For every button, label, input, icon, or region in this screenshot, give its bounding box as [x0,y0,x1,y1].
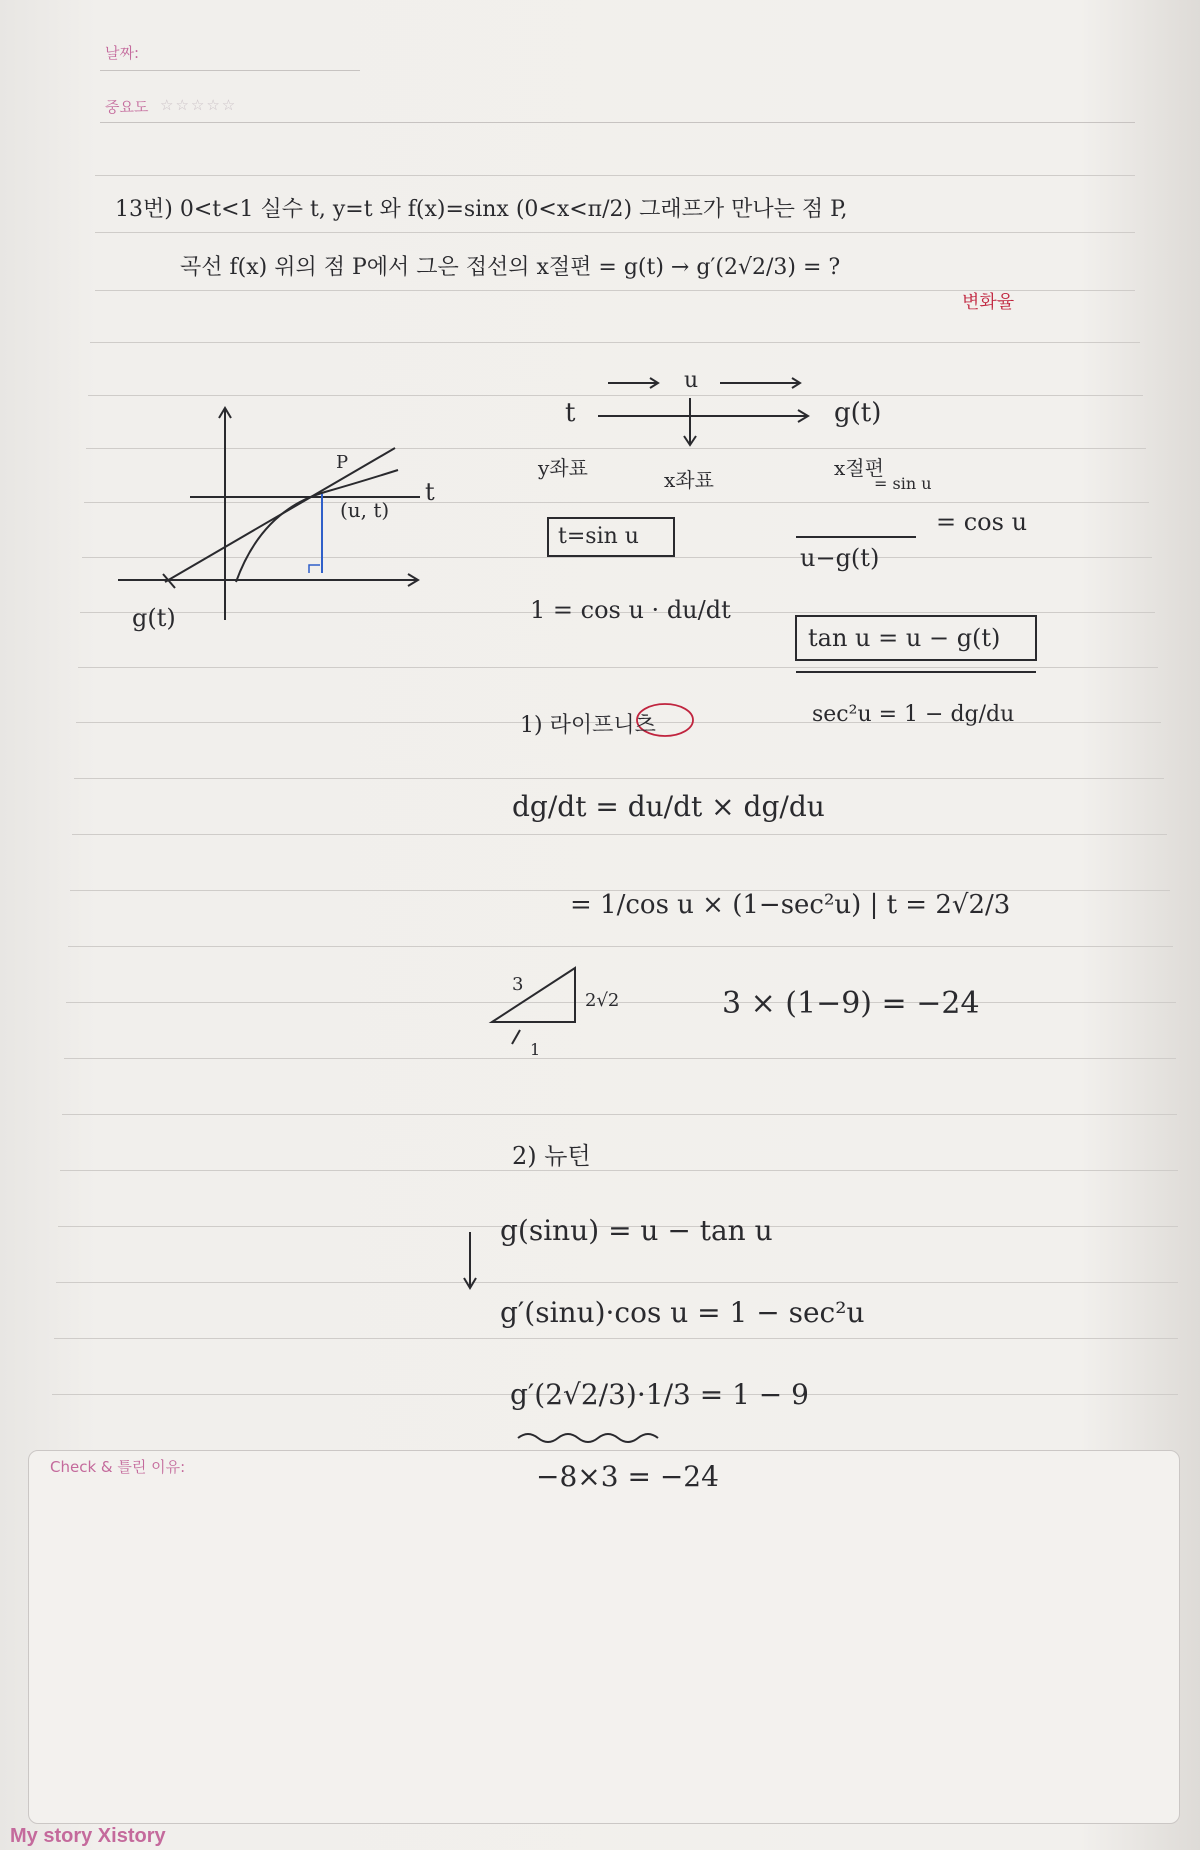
problem-line-2: 곡선 f(x) 위의 점 P에서 그은 접선의 x절편 = g(t) → g′(2√2/3) = ? [180,255,841,280]
leibniz-heading: 1) 라이프니츠 [520,713,656,738]
point-p-label: P [336,452,349,473]
leibniz-result: 3 × (1−9) = −24 [722,986,980,1021]
brand-logo: My story Xistory [10,1825,166,1847]
chain-t: t [565,398,576,428]
check-box [28,1450,1180,1824]
newton-line-1: g(sinu) = u − tan u [500,1214,773,1247]
fraction-bar [796,536,916,538]
importance-stars: ☆☆☆☆☆ [160,96,238,114]
x-intercept-label: x절편 [834,456,884,480]
chain-g: g(t) [834,398,882,428]
problem-line-1: 13번) 0<t<1 실수 t, y=t 와 f(x)=sinx (0<x<π/2) 그래프가 만나는 점 P, [115,197,848,222]
t-axis-label: t [425,478,435,506]
newton-line-2: g′(sinu)·cos u = 1 − sec²u [500,1296,865,1329]
substitution-line: = 1/cos u × (1−sec²u) | t = 2√2/3 [570,890,1011,920]
derivative-line: 1 = cos u · du/dt [530,596,731,624]
rate-annotation: 변화율 [962,292,1015,313]
g-of-t-label: g(t) [132,604,176,632]
triangle-hypotenuse: 3 [512,974,524,995]
triangle-opposite: 2√2 [585,990,620,1011]
newton-line-4: −8×3 = −24 [536,1460,719,1493]
eq-cosu: = cos u [936,508,1028,536]
coord-label: (u, t) [340,498,390,522]
squiggle-underline [518,1434,658,1442]
triangle-adjacent: 1 [530,1040,541,1059]
sec-line: sec²u = 1 − dg/du [812,702,1015,727]
triangle-sketch [492,968,575,1044]
chain-arrows [598,378,808,445]
importance-label: 중요도 [105,98,149,116]
y-coord-label: y좌표 [538,456,588,480]
newton-arrow [464,1232,476,1288]
box-tan-u: tan u = u − g(t) [808,624,1001,652]
newton-heading: 2) 뉴턴 [512,1142,591,1170]
x-coord-label: x좌표 [664,468,714,492]
chain-u: u [684,368,699,393]
sinu-note: = sin u [874,474,932,493]
box-t-sinu: t=sin u [558,524,639,549]
newton-line-3: g′(2√2/3)·1/3 = 1 − 9 [510,1378,809,1411]
date-label: 날짜: [105,44,140,62]
check-label: Check & 틀린 이유: [50,1458,186,1476]
chain-rule-line: dg/dt = du/dt × dg/du [512,790,825,823]
fraction-denominator: u−g(t) [800,544,880,572]
